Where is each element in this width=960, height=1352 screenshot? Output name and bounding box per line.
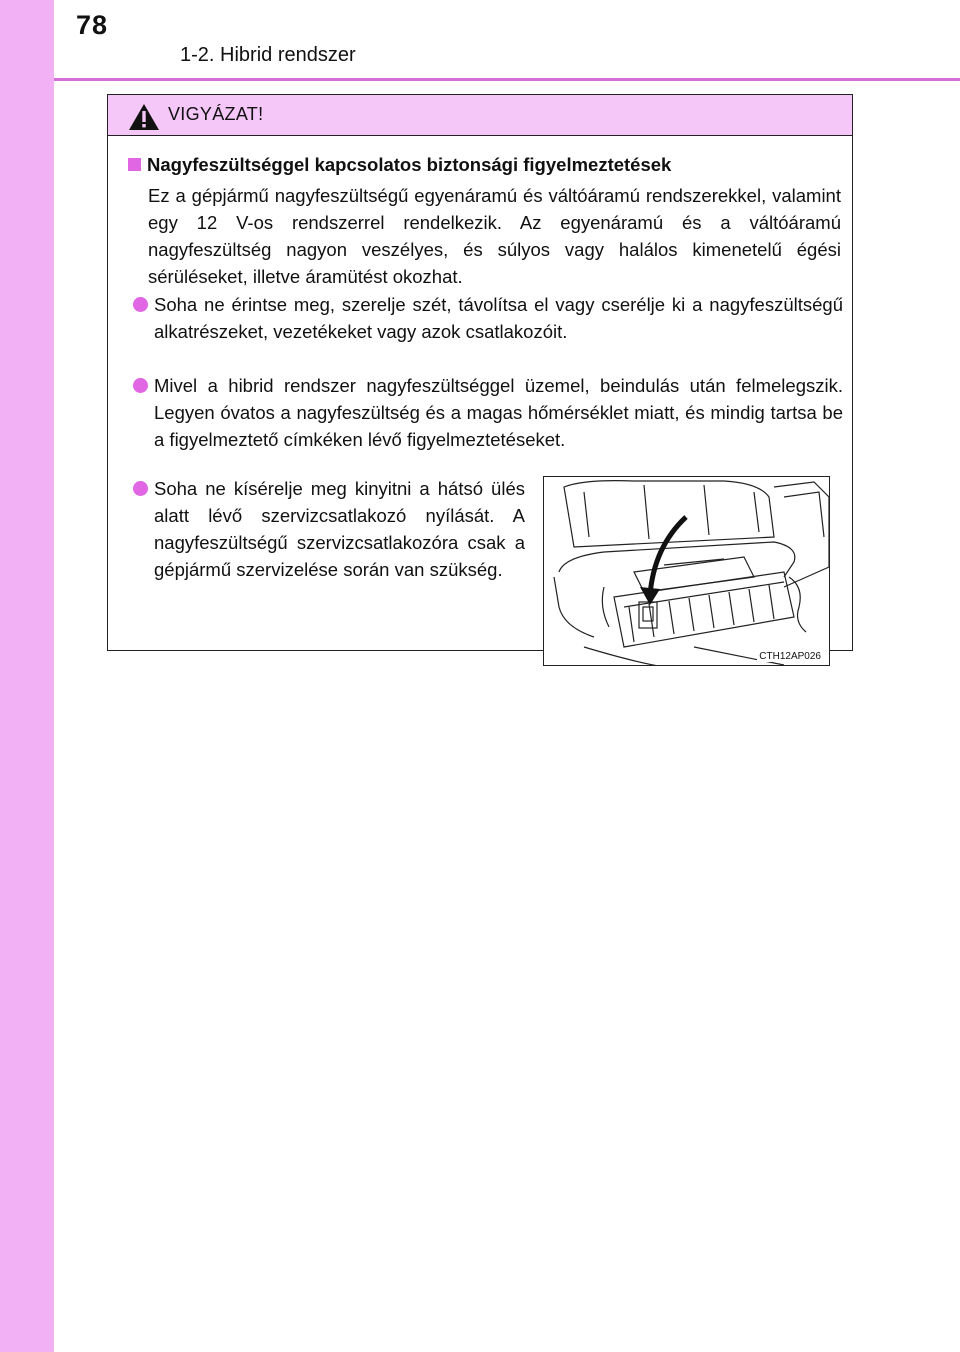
header-rule [54,78,960,81]
sub-heading-text: Nagyfeszültséggel kapcsolatos biztonsági figyelmeztetések [147,154,672,175]
bullet-dot-icon [133,378,148,393]
warning-sub-heading [128,154,848,176]
warning-box [107,94,853,662]
bullet-item [133,372,843,453]
bullet-text: Soha ne kísérelje meg kinyitni a hátsó ülés alatt lévő szervizcsatlakozó nyílását. A nagyfeszültségű szervizcsatlakozóra csak a gépjármű szervizelése során van szükség. [154,478,525,580]
section-title: 1-2. Hibrid rendszer [180,44,356,66]
page-number: 78 [76,10,109,40]
bullet-text: Soha ne érintse meg, szerelje szét, távolítsa el vagy cserélje ki a nagyfeszültségű alkatrészeket, vezetékeket vagy azok csatlakozóit. [154,294,843,342]
bullet-dot-icon [133,481,148,496]
bullet-item [133,475,525,583]
figure-code: CTH12AP026 [759,651,821,662]
bullet-text: Mivel a hibrid rendszer nagyfeszültséggel üzemel, beindulás után felmelegszik. Legyen óvatos a nagyfeszültség és a magas hőmérséklet miatt, és mindig tartsa be a figyelmeztető címkéken lévő figyelmeztetéseket. [154,375,843,450]
warning-triangle-icon [128,103,160,131]
side-color-strip [0,0,54,1352]
warning-title: VIGYÁZAT! [168,104,264,124]
rear-seat-service-plug-illustration [543,476,830,666]
warning-intro-paragraph: Ez a gépjármű nagyfeszültségű egyenáramú és váltóáramú rendszerekkel, valamint egy 12 V-os rendszerrel rendelkezik. Az egyenáramú és a váltóáramú nagyfeszültség nagyon veszélyes, és súlyos vagy halálos kimenetelű égési sérüléseket, illetve áramütést okozhat. [148,185,841,287]
warning-header [108,95,852,136]
square-bullet-icon [128,158,141,171]
bullet-item [133,291,843,345]
bullet-dot-icon [133,297,148,312]
seat-drawing-icon [544,477,830,666]
